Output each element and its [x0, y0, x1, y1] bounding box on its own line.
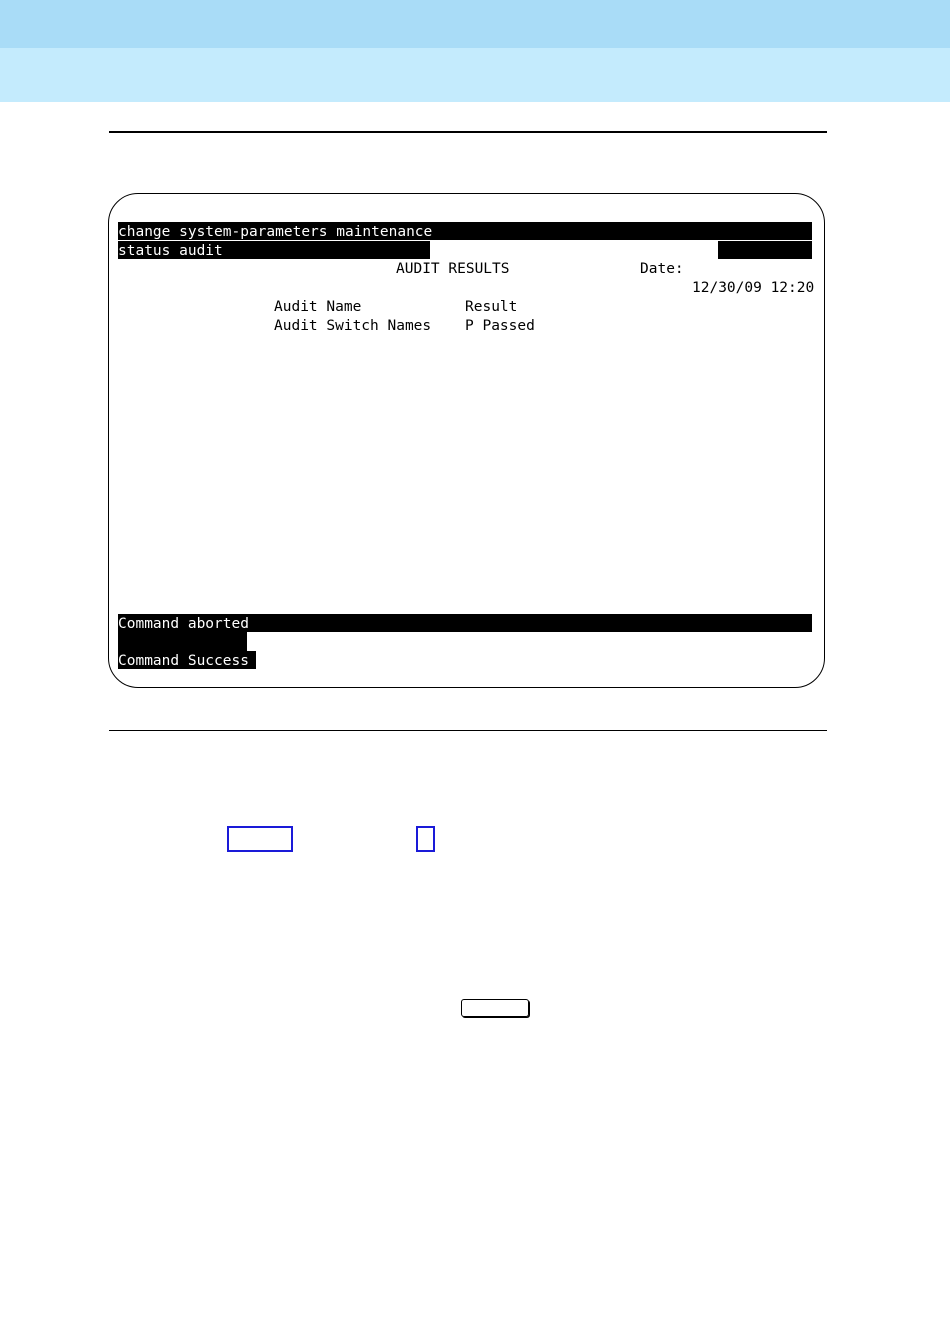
- command-line-1: change system-parameters maintenance: [118, 224, 433, 240]
- link-highlight-box[interactable]: [227, 826, 293, 852]
- report-title: AUDIT RESULTS: [396, 261, 510, 277]
- audit-row-name: Audit Switch Names: [274, 318, 432, 334]
- audit-row-result: P Passed: [465, 318, 535, 334]
- keyboard-key-box: [461, 999, 529, 1017]
- header-band-light: [0, 48, 950, 102]
- date-value: 12/30/09 12:20: [692, 280, 815, 296]
- top-rule: [109, 131, 827, 133]
- bottom-rule: [109, 730, 827, 731]
- status-aborted: Command aborted: [118, 616, 249, 632]
- header-band-dark: [0, 0, 950, 48]
- command-line-2: status audit: [118, 243, 223, 259]
- column-header-audit-name: Audit Name: [274, 299, 362, 315]
- status-success: Command Success: [118, 653, 249, 669]
- status-gap-bar: [118, 632, 247, 651]
- date-label: Date:: [640, 261, 684, 277]
- column-header-result: Result: [465, 299, 518, 315]
- link-highlight-box-small[interactable]: [416, 826, 435, 852]
- terminal-screen: [118, 222, 815, 670]
- command-line-2-bar-right: [718, 241, 812, 259]
